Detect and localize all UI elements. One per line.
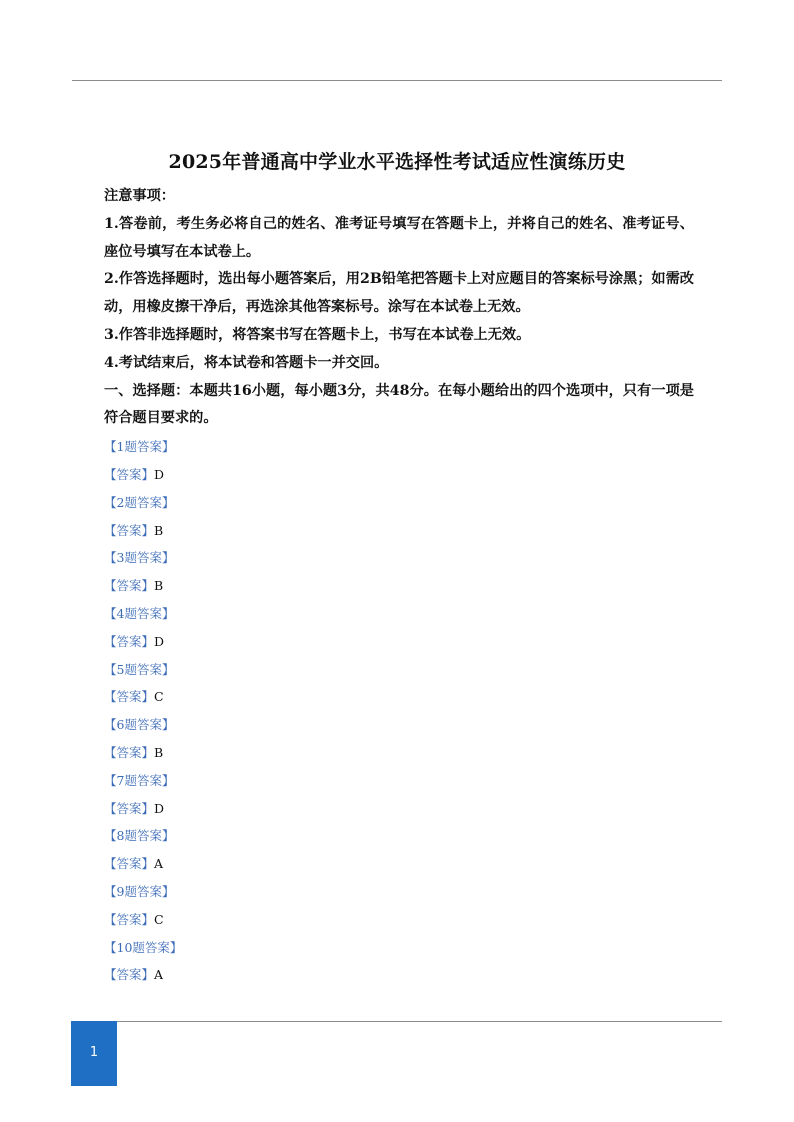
section-heading: 一、选择题：本题共16小题，每小题3分，共48分。在每小题给出的四个选项中，只有一项是符合题目要求的。 [104, 382, 694, 427]
question-label-10: 【10题答案】 [104, 939, 183, 955]
answer-label: 【答案】 [104, 744, 155, 760]
question-label-1: 【1题答案】 [104, 439, 175, 455]
answer-value: B [154, 744, 164, 760]
answer-row-8 [104, 850, 694, 878]
answer-row-9 [104, 906, 694, 934]
page-number: 1 [89, 1045, 99, 1060]
answer-row-5 [104, 683, 694, 711]
answer-label: 【答案】 [104, 967, 155, 983]
answer-row-7 [104, 795, 694, 823]
notice-item-4: 4.考试结束后，将本试卷和答题卡一并交回。 [104, 354, 389, 371]
answer-label: 【答案】 [104, 522, 155, 538]
answer-label: 【答案】 [104, 578, 155, 594]
question-label-9: 【9题答案】 [104, 883, 175, 899]
answer-value: D [154, 466, 165, 482]
answer-row-2 [104, 517, 694, 545]
question-label-7: 【7题答案】 [104, 772, 175, 788]
question-label-4: 【4题答案】 [104, 605, 175, 621]
answer-value: D [154, 800, 165, 816]
document-title: 2025年普通高中学业水平选择性考试适应性演练历史 [168, 151, 626, 173]
answer-label: 【答案】 [104, 633, 155, 649]
question-label-8: 【8题答案】 [104, 828, 175, 844]
answer-value: A [154, 856, 164, 872]
answer-row-3 [104, 572, 694, 600]
answer-label: 【答案】 [104, 800, 155, 816]
answer-row-1 [104, 461, 694, 489]
answer-value: B [154, 578, 164, 594]
notice-heading: 注意事项： [104, 188, 175, 204]
footer-rule [72, 1021, 722, 1022]
answer-value: D [154, 633, 165, 649]
answer-row-6 [104, 739, 694, 767]
question-label-6: 【6题答案】 [104, 717, 175, 733]
answer-row-10 [104, 961, 694, 989]
answer-label: 【答案】 [104, 911, 155, 927]
notice-item-1: 1.答卷前，考生务必将自己的姓名、准考证号填写在答题卡上，并将自己的姓名、准考证号、座位号填写在本试卷上。 [104, 215, 694, 260]
notice-item-3: 3.作答非选择题时，将答案书写在答题卡上，书写在本试卷上无效。 [104, 326, 531, 343]
answer-label: 【答案】 [104, 856, 155, 872]
answer-label: 【答案】 [104, 466, 155, 482]
answer-value: B [154, 522, 164, 538]
answer-value: C [154, 911, 164, 927]
page-number-badge [71, 1021, 117, 1086]
document-body [104, 183, 694, 989]
answer-value: C [154, 689, 164, 705]
question-label-5: 【5题答案】 [104, 661, 175, 677]
answer-label: 【答案】 [104, 689, 155, 705]
notice-item-2: 2.作答选择题时，选出每小题答案后，用2B铅笔把答题卡上对应题目的答案标号涂黑；如需改动，用橡皮擦干净后，再选涂其他答案标号。涂写在本试卷上无效。 [104, 271, 694, 316]
answer-row-4 [104, 628, 694, 656]
answer-value: A [154, 967, 164, 983]
question-label-2: 【2题答案】 [104, 494, 175, 510]
question-label-3: 【3题答案】 [104, 550, 175, 566]
header-rule [72, 80, 722, 81]
